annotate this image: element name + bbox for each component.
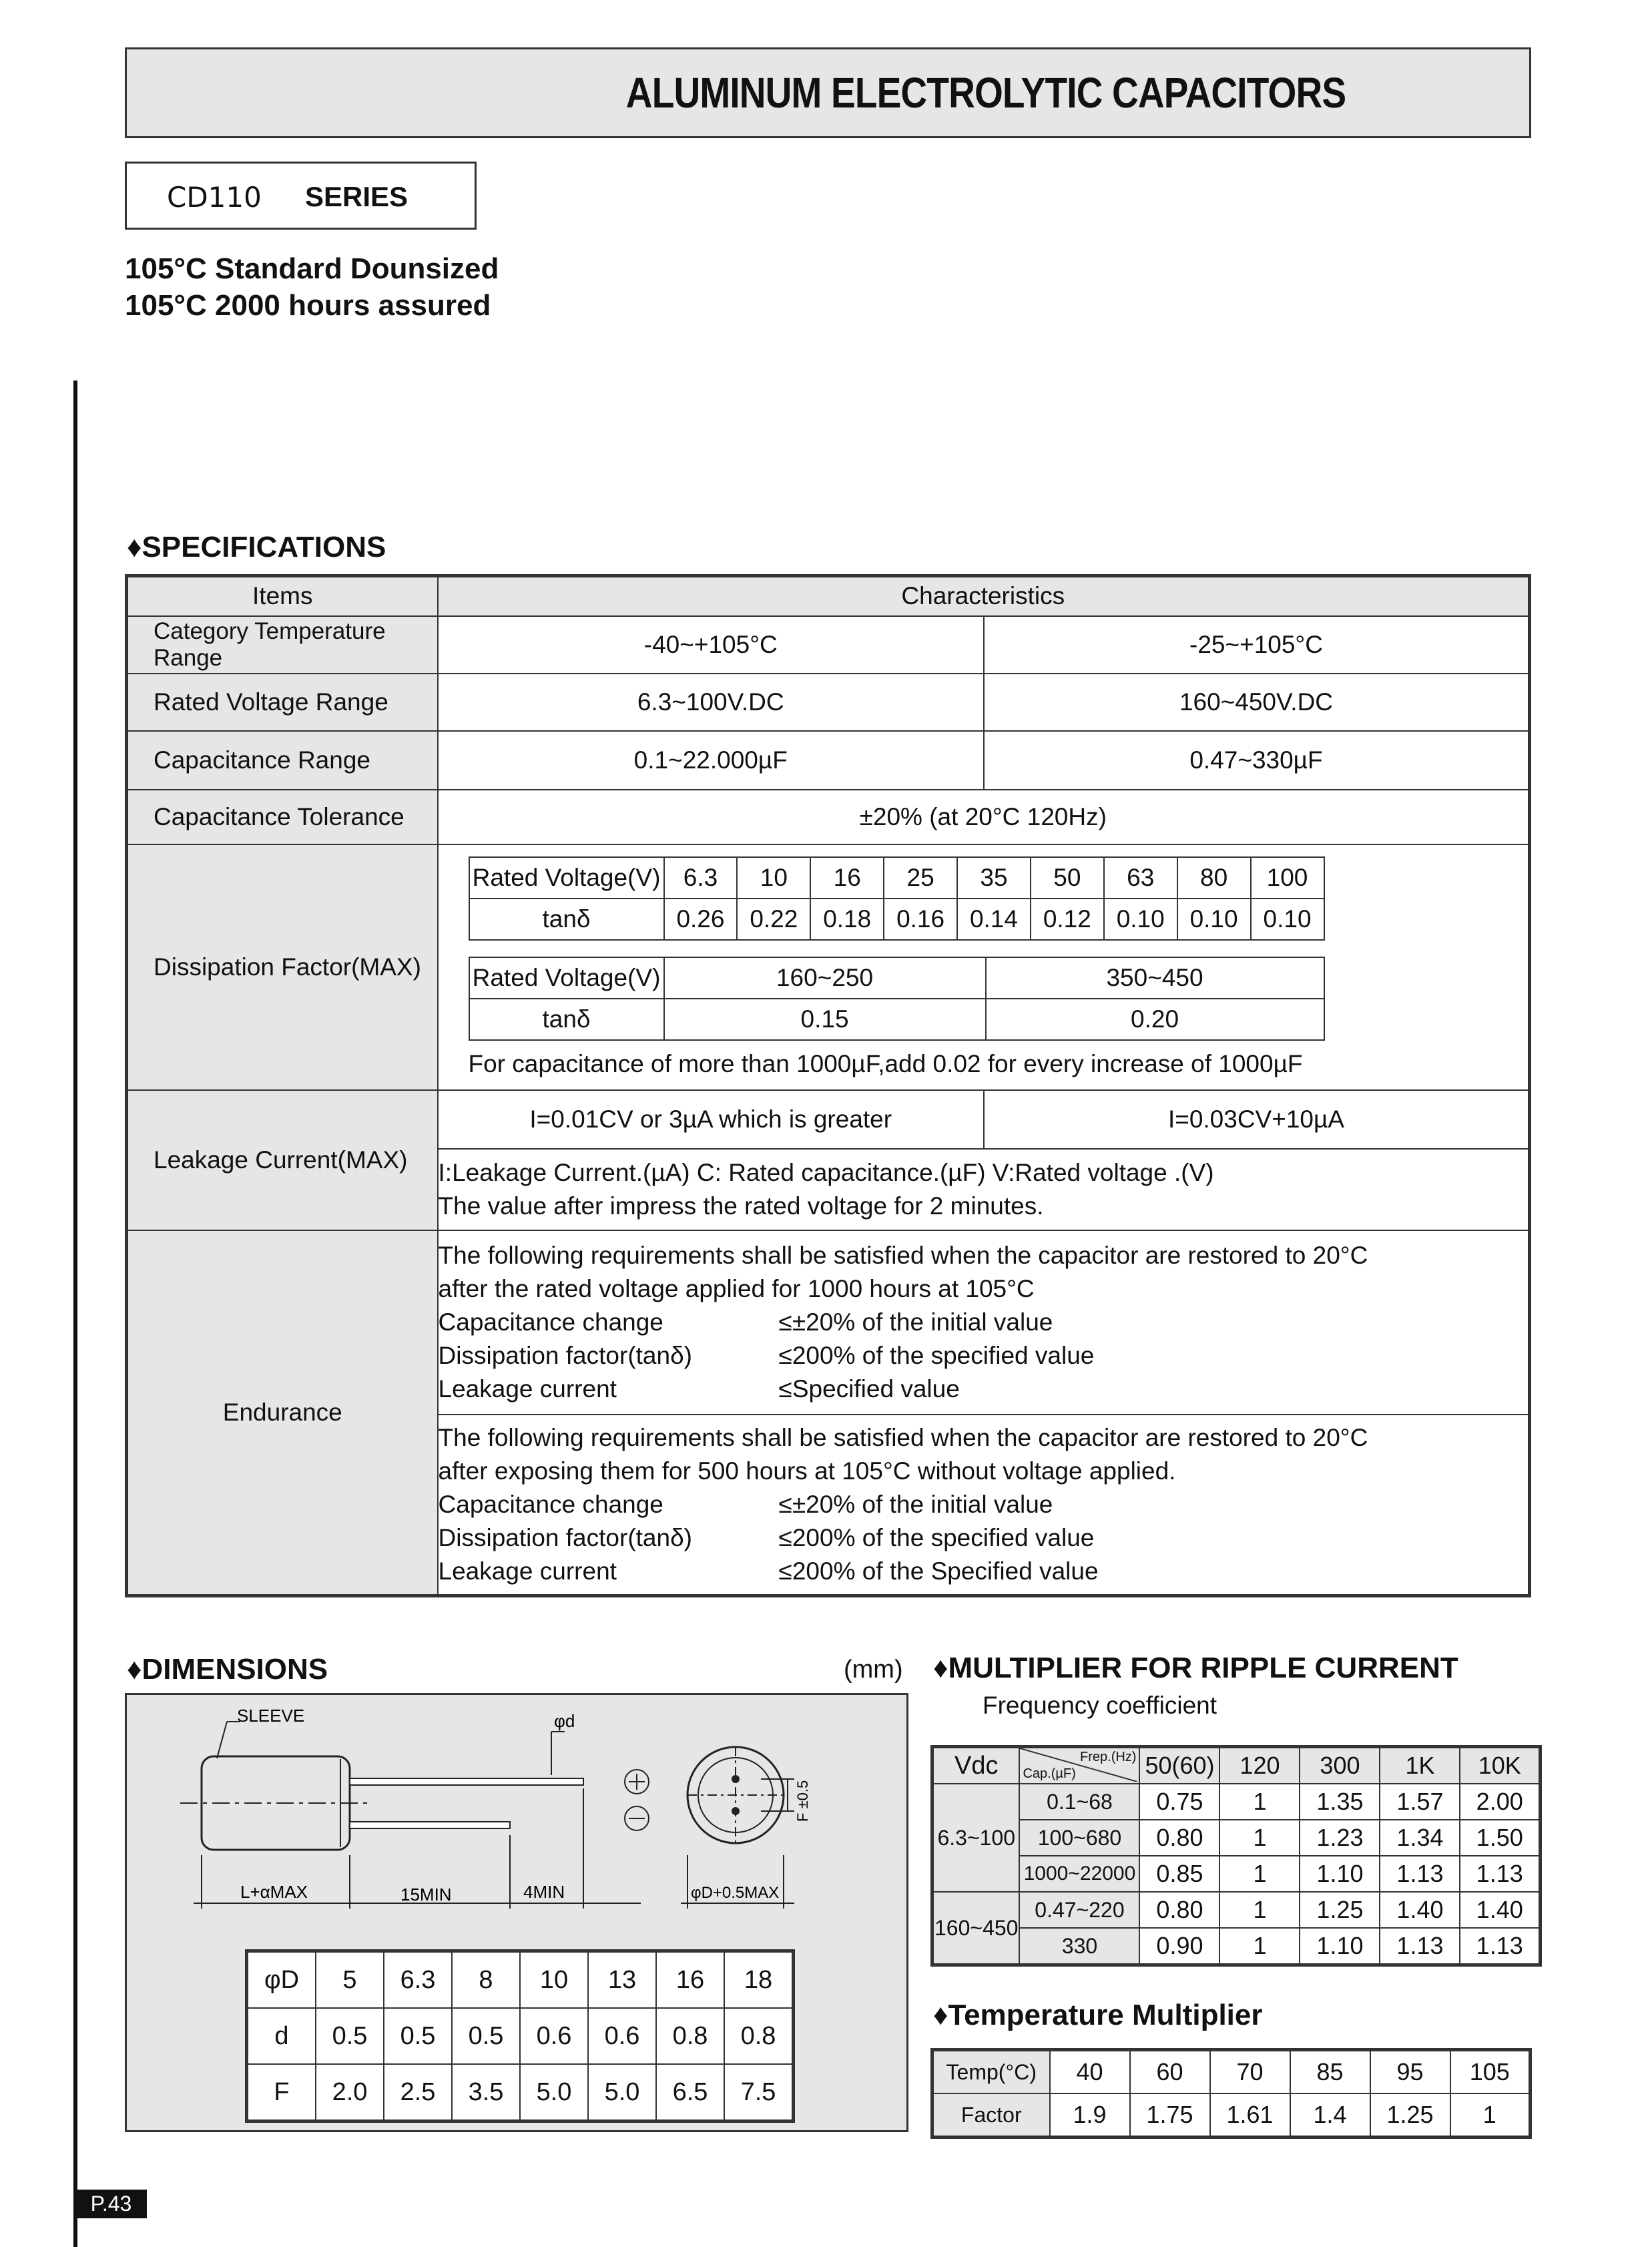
endurance-row: Leakage current ≤200% of the Specified value [438, 1557, 1099, 1585]
feature-line-1: 105°C Standard Dounsized [125, 252, 499, 285]
temperature-heading: ♦Temperature Multiplier [933, 1999, 1263, 2031]
dissipation-voltage: 63 [1104, 857, 1177, 899]
specifications-heading: ♦SPECIFICATIONS [127, 531, 386, 563]
ripple-cell: 1.40 [1380, 1892, 1460, 1928]
ripple-cap: 100~680 [1019, 1820, 1139, 1856]
rated-voltage-high: 160~450V.DC [984, 674, 1530, 731]
ripple-cell: 0.90 [1139, 1928, 1219, 1965]
leakage-high: I=0.03CV+10µA [984, 1090, 1530, 1149]
ripple-freq: 10K [1460, 1747, 1540, 1784]
table-row [247, 1951, 794, 2009]
capacitance-tolerance-label: Capacitance Tolerance [127, 790, 438, 844]
diamond-icon: ♦ [933, 1999, 948, 2031]
ripple-vdc: 160~450 [932, 1892, 1020, 1965]
ripple-cell: 1.23 [1300, 1820, 1380, 1856]
dim-cell: 0.5 [316, 2008, 384, 2064]
diameter-max-label: φD+0.5MAX [691, 1884, 780, 1902]
dissipation-voltage-label: Rated Voltage(V) [469, 857, 664, 899]
capacitance-range-low: 0.1~22.000µF [438, 731, 984, 790]
dissipation-tan: 0.10 [1177, 899, 1251, 940]
factor-cell: 1 [1450, 2093, 1531, 2138]
endurance-block-1 [438, 1230, 1530, 1415]
ripple-cell: 1.13 [1460, 1928, 1540, 1965]
category-temp-high: -25~+105°C [984, 616, 1530, 674]
dimensions-unit: (mm) [844, 1656, 903, 1684]
ripple-cell: 1.35 [1300, 1784, 1380, 1820]
ripple-cell: 1.13 [1380, 1928, 1460, 1965]
table-row [247, 2008, 794, 2064]
lead-diameter-label: φd [554, 1711, 575, 1731]
ripple-cell: 1.13 [1380, 1856, 1460, 1892]
endurance-intro: The following requirements shall be satisfied when the capacitor are restored to 20°C [438, 1241, 1368, 1269]
ripple-cell: 0.85 [1139, 1856, 1219, 1892]
category-temp-low: -40~+105°C [438, 616, 984, 674]
table-row [932, 1784, 1541, 1820]
dim-cell: 5 [316, 1951, 384, 2009]
endurance-row: Capacitance change ≤±20% of the initial value [438, 1308, 1053, 1336]
series-code: CD110 [167, 181, 262, 214]
dissipation-tan: 0.18 [810, 899, 884, 940]
temp-cell: 95 [1370, 2050, 1450, 2094]
ripple-cell: 1.50 [1460, 1820, 1540, 1856]
ripple-freq: 300 [1300, 1747, 1380, 1784]
dim-cell: 0.6 [588, 2008, 656, 2064]
lead-15min-label: 15MIN [400, 1885, 452, 1905]
dissipation-table-low [469, 856, 1325, 941]
left-margin-bar [73, 381, 77, 2247]
dim-cell: 5.0 [588, 2064, 656, 2121]
dissipation-voltage: 350~450 [986, 957, 1324, 999]
dissipation-note: For capacitance of more than 1000µF,add 0.02 for every increase of 1000µF [468, 1049, 1303, 1077]
table-row [932, 1928, 1541, 1965]
lead-4min-label: 4MIN [523, 1882, 565, 1902]
temp-cell: 85 [1290, 2050, 1370, 2094]
ripple-cap: 330 [1019, 1928, 1139, 1965]
ripple-freq-header: Frep.(Hz) [1080, 1750, 1137, 1764]
series-box [125, 162, 477, 230]
temp-cell: 60 [1130, 2050, 1210, 2094]
leakage-note-1: I:Leakage Current.(µA) C: Rated capacitance.(µF) V:Rated voltage .(V) [438, 1158, 1214, 1186]
leakage-label: Leakage Current(MAX) [127, 1090, 438, 1230]
ripple-cell: 1 [1219, 1892, 1300, 1928]
factor-cell: 1.61 [1210, 2093, 1290, 2138]
endurance-intro: after the rated voltage applied for 1000 hours at 105°C [438, 1274, 1035, 1302]
table-row [932, 2050, 1531, 2094]
dissipation-cell [438, 844, 1530, 1090]
ripple-vdc-header: Vdc [932, 1747, 1020, 1784]
series-label: SERIES [305, 181, 408, 212]
table-row [932, 1892, 1541, 1928]
temp-cell: 70 [1210, 2050, 1290, 2094]
dissipation-tan: 0.20 [986, 999, 1324, 1040]
factor-row-label: Factor [932, 2093, 1050, 2138]
ripple-cap: 0.1~68 [1019, 1784, 1139, 1820]
dim-cell: 5.0 [520, 2064, 588, 2121]
dim-cell: 7.5 [724, 2064, 794, 2121]
dissipation-tan: 0.10 [1251, 899, 1324, 940]
ripple-freq: 120 [1219, 1747, 1300, 1784]
table-row [932, 1820, 1541, 1856]
endurance-intro: after exposing them for 500 hours at 105°C without voltage applied. [438, 1457, 1176, 1485]
ripple-heading: ♦MULTIPLIER FOR RIPPLE CURRENT [933, 1652, 1458, 1684]
dissipation-tan-label: tanδ [469, 999, 664, 1040]
capacitance-range-high: 0.47~330µF [984, 731, 1530, 790]
table-row [247, 2064, 794, 2121]
page-number: P.43 [75, 2190, 147, 2218]
dissipation-tan: 0.12 [1031, 899, 1104, 940]
dim-cell: 18 [724, 1951, 794, 2009]
table-row [932, 2093, 1531, 2138]
leakage-note-2: The value after impress the rated voltage for 2 minutes. [438, 1192, 1044, 1220]
specifications-table [125, 574, 1531, 1597]
ripple-cell: 1.13 [1460, 1856, 1540, 1892]
feature-line-2: 105°C 2000 hours assured [125, 289, 491, 322]
dissipation-voltage-label: Rated Voltage(V) [469, 957, 664, 999]
dissipation-voltage: 6.3 [664, 857, 738, 899]
dim-cell: 6.3 [384, 1951, 452, 2009]
dissipation-voltage: 80 [1177, 857, 1251, 899]
dissipation-tan: 0.14 [957, 899, 1031, 940]
table-row [932, 1856, 1541, 1892]
page-title: ALUMINUM ELECTROLYTIC CAPACITORS [625, 69, 1346, 117]
ripple-cell: 1 [1219, 1928, 1300, 1965]
dim-cell: 0.8 [724, 2008, 794, 2064]
rated-voltage-label: Rated Voltage Range [127, 674, 438, 731]
temp-cell: 105 [1450, 2050, 1531, 2094]
ripple-cell: 0.75 [1139, 1784, 1219, 1820]
dissipation-table-high [469, 957, 1325, 1041]
dissipation-tan: 0.16 [884, 899, 957, 940]
dim-cell: 2.5 [384, 2064, 452, 2121]
ripple-cap-header: Cap.(µF) [1023, 1766, 1076, 1781]
dissipation-tan: 0.26 [664, 899, 738, 940]
endurance-row: Dissipation factor(tanδ) ≤200% of the specified value [438, 1341, 1095, 1369]
ripple-cell: 1.57 [1380, 1784, 1460, 1820]
ripple-cap: 1000~22000 [1019, 1856, 1139, 1892]
ripple-freq: 50(60) [1139, 1747, 1219, 1784]
ripple-cell: 1 [1219, 1856, 1300, 1892]
dissipation-voltage: 160~250 [664, 957, 986, 999]
dim-cell: 8 [452, 1951, 520, 2009]
ripple-cell: 1.10 [1300, 1928, 1380, 1965]
endurance-intro: The following requirements shall be satisfied when the capacitor are restored to 20°C [438, 1423, 1368, 1451]
dissipation-tan: 0.15 [664, 999, 986, 1040]
dim-cell: 6.5 [656, 2064, 724, 2121]
endurance-label: Endurance [127, 1230, 438, 1596]
diamond-icon: ♦ [933, 1652, 948, 1684]
ripple-cell: 0.80 [1139, 1892, 1219, 1928]
dissipation-voltage: 35 [957, 857, 1031, 899]
dim-row-label: φD [247, 1951, 316, 2009]
endurance-block-2 [438, 1415, 1530, 1596]
dimensions-table [245, 1949, 795, 2123]
dim-cell: 10 [520, 1951, 588, 2009]
dim-cell: 3.5 [452, 2064, 520, 2121]
ripple-subtitle: Frequency coefficient [983, 1692, 1217, 1719]
endurance-row: Leakage current ≤Specified value [438, 1375, 960, 1403]
ripple-cell: 0.80 [1139, 1820, 1219, 1856]
ripple-cell: 1.40 [1460, 1892, 1540, 1928]
factor-cell: 1.4 [1290, 2093, 1370, 2138]
dim-cell: 0.5 [384, 2008, 452, 2064]
diamond-icon: ♦ [127, 531, 142, 563]
dim-row-label: d [247, 2008, 316, 2064]
dissipation-tan: 0.10 [1104, 899, 1177, 940]
leakage-notes [438, 1149, 1530, 1230]
leakage-low: I=0.01CV or 3µA which is greater [438, 1090, 984, 1149]
ripple-cell: 1.34 [1380, 1820, 1460, 1856]
dissipation-voltage: 10 [737, 857, 810, 899]
ripple-cell: 2.00 [1460, 1784, 1540, 1820]
dissipation-voltage: 100 [1251, 857, 1324, 899]
capacitance-tolerance-value: ±20% (at 20°C 120Hz) [438, 790, 1530, 844]
ripple-table [930, 1745, 1542, 1967]
title-banner [125, 47, 1531, 138]
temp-cell: 40 [1050, 2050, 1130, 2094]
col-items: Items [127, 576, 438, 616]
factor-cell: 1.25 [1370, 2093, 1450, 2138]
dim-cell: 16 [656, 1951, 724, 2009]
ripple-cell: 1 [1219, 1820, 1300, 1856]
ripple-cap: 0.47~220 [1019, 1892, 1139, 1928]
ripple-diagonal-header [1019, 1747, 1139, 1784]
dim-cell: 13 [588, 1951, 656, 2009]
category-temp-label: Category Temperature Range [127, 616, 438, 674]
dissipation-voltage: 50 [1031, 857, 1104, 899]
ripple-cell: 1.25 [1300, 1892, 1380, 1928]
endurance-row: Capacitance change ≤±20% of the initial value [438, 1490, 1053, 1518]
ripple-cell: 1 [1219, 1784, 1300, 1820]
temp-row-label: Temp(°C) [932, 2050, 1050, 2094]
dimensions-heading: ♦DIMENSIONS [127, 1653, 328, 1686]
f-tolerance-label: F ±0.5 [794, 1780, 811, 1822]
dim-cell: 2.0 [316, 2064, 384, 2121]
dim-row-label: F [247, 2064, 316, 2121]
dissipation-tan: 0.22 [737, 899, 810, 940]
dissipation-voltage: 16 [810, 857, 884, 899]
dim-cell: 0.8 [656, 2008, 724, 2064]
sleeve-label: SLEEVE [237, 1706, 305, 1726]
factor-cell: 1.75 [1130, 2093, 1210, 2138]
factor-cell: 1.9 [1050, 2093, 1130, 2138]
dissipation-tan-label: tanδ [469, 899, 664, 940]
ripple-freq: 1K [1380, 1747, 1460, 1784]
dissipation-voltage: 25 [884, 857, 957, 899]
dissipation-label: Dissipation Factor(MAX) [127, 844, 438, 1090]
ripple-cell: 1.10 [1300, 1856, 1380, 1892]
ripple-vdc: 6.3~100 [932, 1784, 1020, 1892]
dim-cell: 0.5 [452, 2008, 520, 2064]
diamond-icon: ♦ [127, 1653, 142, 1686]
length-max-label: L+αMAX [240, 1882, 308, 1902]
rated-voltage-low: 6.3~100V.DC [438, 674, 984, 731]
dim-cell: 0.6 [520, 2008, 588, 2064]
temperature-table [930, 2048, 1532, 2139]
capacitance-range-label: Capacitance Range [127, 731, 438, 790]
endurance-row: Dissipation factor(tanδ) ≤200% of the specified value [438, 1523, 1095, 1551]
col-characteristics: Characteristics [438, 576, 1530, 616]
